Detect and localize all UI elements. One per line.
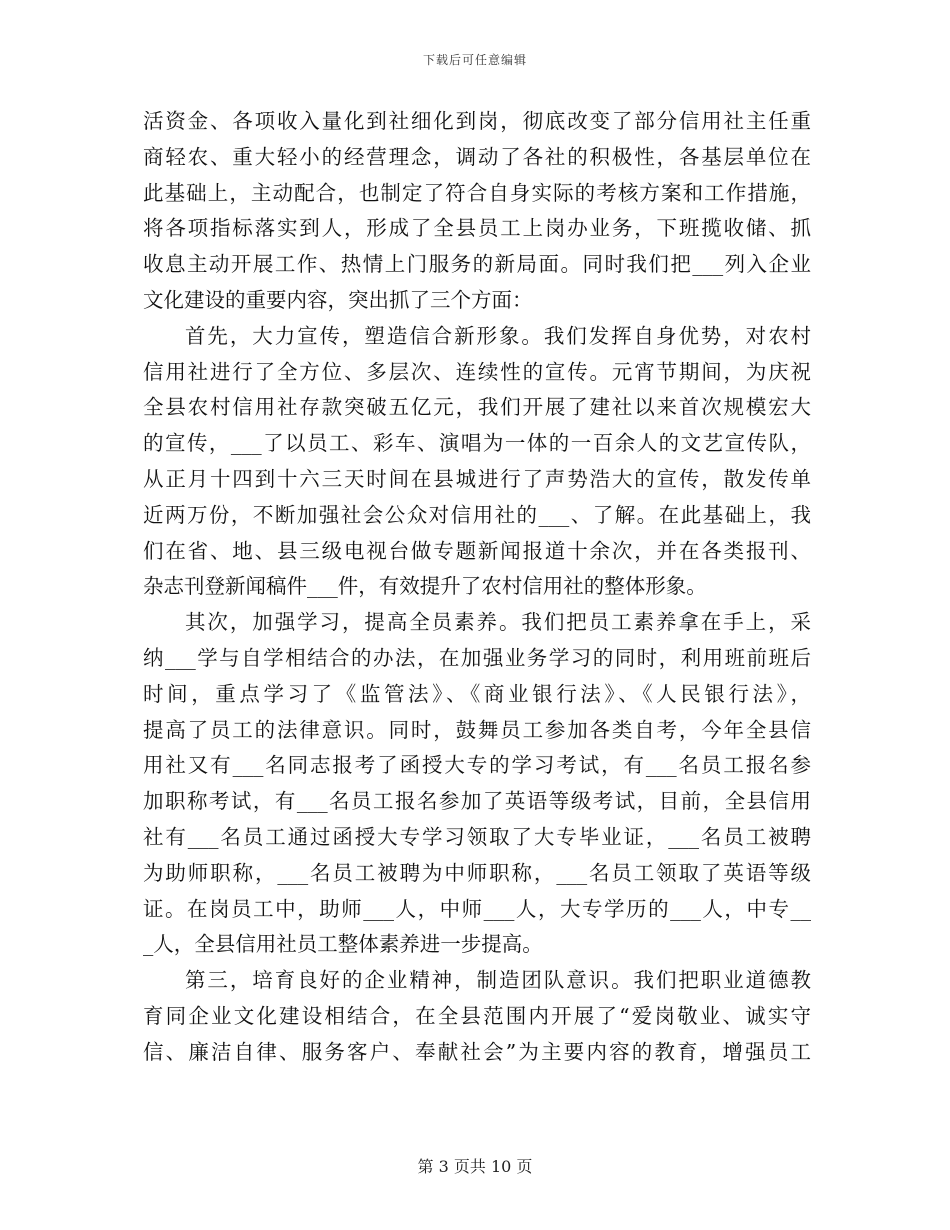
paragraph: [143, 319, 811, 605]
text-line: 从正月十四到十六三天时间在县城进行了声势浩大的宣传，散发传单: [143, 466, 811, 491]
text-line: 商轻农、重大轻小的经营理念，调动了各社的积极性，各基层单位在: [143, 144, 811, 169]
text-line: 社有___名员工通过函授大专学习领取了大专毕业证，___名员工被聘: [143, 824, 811, 849]
page-footer: 第 3 页共 10 页: [417, 1157, 533, 1176]
paragraph: [143, 605, 811, 963]
text-line: 杂志刊登新闻稿件___件，有效提升了农村信用社的整体形象。: [143, 574, 707, 599]
text-line: 全县农村信用社存款突破五亿元，我们开展了建社以来首次规模宏大: [143, 395, 811, 420]
text-line: 育同企业文化建设相结合，在全县范围内开展了“爱岗敬业、诚实守: [143, 1003, 811, 1028]
text-line: 纳___学与自学相结合的办法，在加强业务学习的同时，利用班前班后: [143, 645, 811, 670]
text-line: 第三，培育良好的企业精神，制造团队意识。我们把职业道德教: [185, 968, 811, 993]
paragraph: [143, 104, 811, 319]
document-body: [143, 104, 811, 1071]
text-line: 活资金、各项收入量化到社细化到岗，彻底改变了部分信用社主任重: [143, 109, 811, 133]
text-line: 其次，加强学习，提高全员素养。我们把员工素养拿在手上，采: [185, 610, 811, 635]
paragraph: [143, 963, 811, 1070]
text-line: 时间，重点学习了《监管法》、《商业银行法》、《人民银行法》，: [143, 681, 811, 706]
text-line: 为助师职称，___名员工被聘为中师职称，___名员工领取了英语等级: [143, 860, 811, 885]
text-line: 收息主动开展工作、热情上门服务的新局面。同时我们把___列入企业: [143, 252, 811, 277]
text-line: 文化建设的重要内容，突出抓了三个方面：: [143, 287, 533, 312]
text-line: 证。在岗员工中，助师___人，中师___人，大专学历的___人，中专__: [143, 896, 811, 921]
text-line: 加职称考试，有___名员工报名参加了英语等级考试，目前，全县信用: [143, 789, 811, 814]
text-line: 们在省、地、县三级电视台做专题新闻报道十余次，并在各类报刊、: [143, 538, 811, 563]
page-header: 下载后可任意编辑: [422, 53, 527, 67]
text-line: 提高了员工的法律意识。同时，鼓舞员工参加各类自考，今年全县信: [143, 717, 811, 742]
text-line: 信、廉洁自律、服务客户、奉献社会”为主要内容的教育，增强员工: [143, 1039, 811, 1064]
text-line: 信用社进行了全方位、多层次、连续性的宣传。元宵节期间，为庆祝: [143, 359, 811, 384]
text-line: 将各项指标落实到人，形成了全县员工上岗办业务，下班揽收储、抓: [143, 216, 811, 241]
text-line: 近两万份，不断加强社会公众对信用社的___、了解。在此基础上，我: [143, 502, 811, 527]
text-line: 用社又有___名同志报考了函授大专的学习考试，有___名员工报名参: [143, 753, 811, 778]
text-line: 首先，大力宣传，塑造信合新形象。我们发挥自身优势，对农村: [185, 323, 811, 348]
text-line: _人，全县信用社员工整体素养进一步提高。: [143, 932, 543, 957]
text-line: 的宣传，___了以员工、彩车、演唱为一体的一百余人的文艺宣传队，: [143, 431, 811, 456]
text-line: 此基础上，主动配合，也制定了符合自身实际的考核方案和工作措施，: [143, 180, 811, 205]
